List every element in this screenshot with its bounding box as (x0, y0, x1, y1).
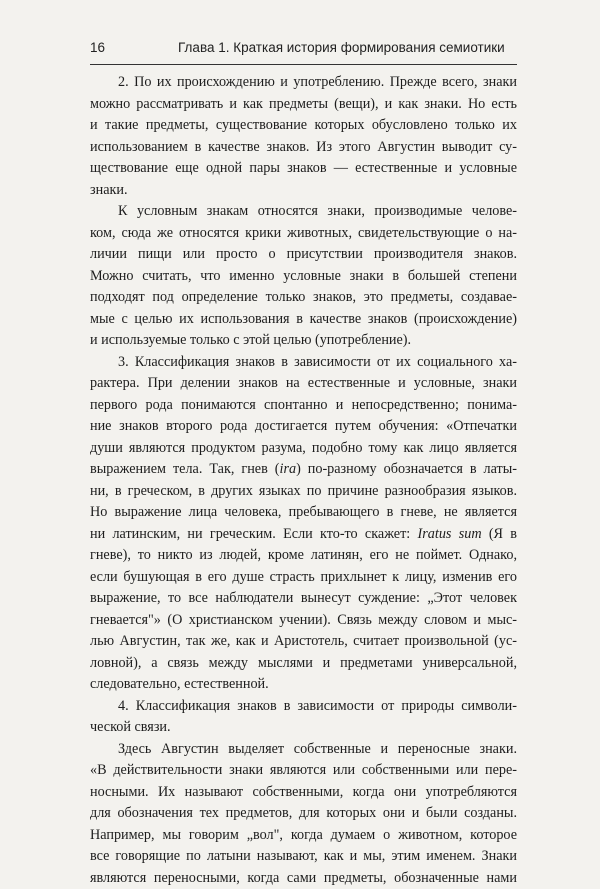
text-line: личии пищи или просто о присутствии производителя знаков. (90, 244, 517, 266)
text-line: 2. По их происхождению и употреблению. Прежде всего, знаки (90, 72, 517, 94)
text-line: следовательно, естественной. (90, 674, 517, 696)
running-header (90, 38, 510, 62)
text-line: ние знаков второго рода достигается путем обучения: «Отпечатки (90, 416, 517, 438)
header-rule (90, 64, 517, 65)
text-line: Но выражение лица человека, пребывающего в гневе, не является (90, 502, 517, 524)
text-line: 4. Классификация знаков в зависимости от природы символи- (90, 696, 517, 718)
text-line: можно рассматривать и как предметы (вещи), и как знаки. Но есть (90, 94, 517, 116)
text-line: 3. Классификация знаков в зависимости от их социального ха- (90, 352, 517, 374)
text-line: мые с целью их использования в качестве знаков (происхождение) (90, 309, 517, 331)
text-line: «В действительности знаки являются или собственными или пере- (90, 760, 517, 782)
text-line: Можно считать, что именно условные знаки в большей степени (90, 266, 517, 288)
text-line: знаки. (90, 180, 517, 202)
text-line: использованием в качестве знаков. Из этого Августин выводит су- (90, 137, 517, 159)
text-line: и используемые только с этой целью (употребление). (90, 330, 517, 352)
text-line: являются переносными, когда сами предметы, обозначенные нами (90, 868, 517, 889)
page-number: 16 (90, 40, 105, 55)
text-line: рактера. При делении знаков на естественные и условные, знаки (90, 373, 517, 395)
text-line: подходят под определение только знаков, это предметы, создавае- (90, 287, 517, 309)
text-line: ни, в греческом, в других языках по причине разнообразия языков. (90, 481, 517, 503)
text-line: выражением тела. Так, гнев (ira) по-разному обозначается в латы- (90, 459, 517, 481)
text-line: ществование еще одной пары знаков — естественные и условные (90, 158, 517, 180)
text-line: Здесь Августин выделяет собственные и переносные знаки. (90, 739, 517, 761)
chapter-title: Глава 1. Краткая история формирования семиотики (178, 40, 505, 55)
text-line: и такие предметы, существование которых обусловлено только их (90, 115, 517, 137)
text-line: если бушующая в его душе страсть прихлынет к лицу, изменив его (90, 567, 517, 589)
text-line: для обозначения тех предметов, для которых они и были созданы. (90, 803, 517, 825)
text-line: гневе), то никто из людей, кроме латинян, его не поймет. Однако, (90, 545, 517, 567)
text-line: носными. Их называют собственными, когда они употребляются (90, 782, 517, 804)
body-text (90, 72, 517, 889)
text-line: первого рода понимаются спонтанно и непосредственно; понима- (90, 395, 517, 417)
text-line: К условным знакам относятся знаки, производимые челове- (90, 201, 517, 223)
text-line: лью Августин, так же, как и Аристотель, считает произвольной (ус- (90, 631, 517, 653)
text-line: гневается"» (О христианском учении). Связь между словом и мыс- (90, 610, 517, 632)
text-line: выражение, то все наблюдатели вынесут суждение: „Этот человек (90, 588, 517, 610)
text-line: все говорящие по латыни называют, как и мы, этим именем. Знаки (90, 846, 517, 868)
text-line: ни латинским, ни греческим. Если кто-то скажет: Iratus sum (Я в (90, 524, 517, 546)
text-line: Например, мы говорим „вол", когда думаем о животном, которое (90, 825, 517, 847)
text-line: ловной), а связь между мыслями и предметами универсальной, (90, 653, 517, 675)
text-line: ком, сюда же относятся крики животных, свидетельствующие о на- (90, 223, 517, 245)
text-line: ческой связи. (90, 717, 517, 739)
text-line: души являются продуктом разума, подобно тому как лицо является (90, 438, 517, 460)
